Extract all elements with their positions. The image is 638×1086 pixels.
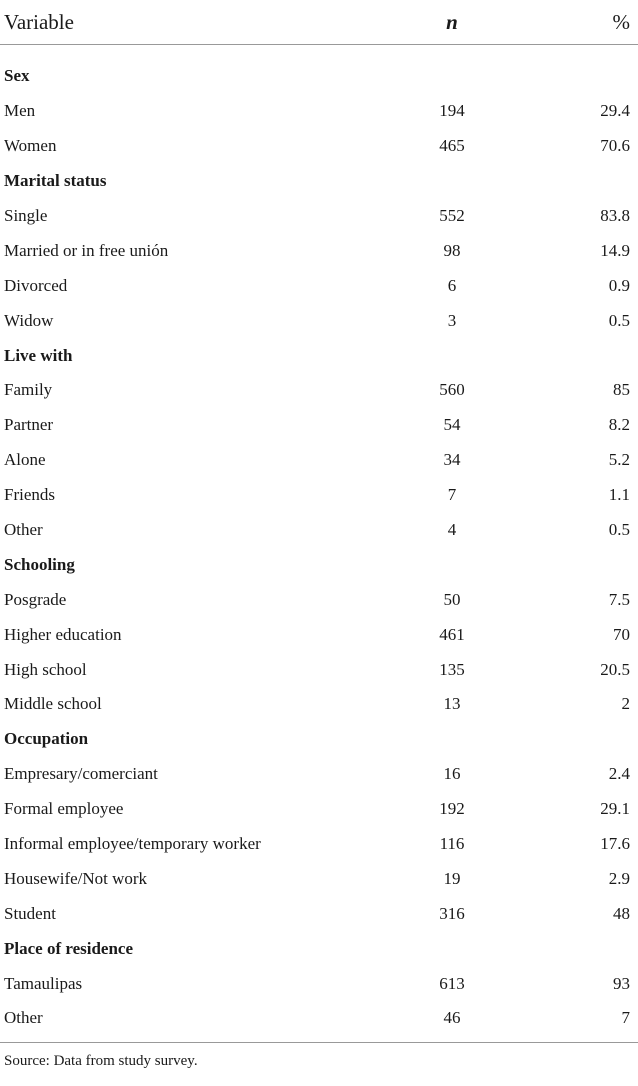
- row-percent: 48: [613, 903, 630, 923]
- table-header: [0, 0, 638, 45]
- row-label: Marital status: [4, 171, 107, 191]
- row-n: 34: [443, 450, 461, 470]
- table-row: [0, 582, 638, 617]
- row-percent: [514, 338, 638, 373]
- table-row: [0, 1001, 638, 1036]
- table-row: [0, 617, 638, 652]
- row-percent: 2.4: [608, 764, 630, 784]
- row-label: Single: [4, 206, 48, 225]
- row-n: 46: [443, 1008, 461, 1028]
- row-label: Partner: [4, 415, 54, 435]
- row-label: Student: [4, 903, 56, 923]
- section-row: [0, 547, 638, 582]
- row-label: Higher education: [4, 624, 122, 644]
- row-label: Tamaulipas: [4, 973, 83, 993]
- table-row: [0, 687, 638, 722]
- table-row: [0, 827, 638, 862]
- row-label: Other: [4, 520, 43, 540]
- row-label: Sex: [4, 66, 30, 86]
- header-n: n: [390, 0, 514, 45]
- row-n: 4: [447, 520, 457, 540]
- row-n: 613: [439, 973, 465, 993]
- row-n: 560: [439, 380, 465, 400]
- row-percent: 0.9: [608, 275, 630, 295]
- row-n: 13: [443, 694, 461, 714]
- row-label: Formal employee: [4, 799, 124, 819]
- row-percent: 7: [621, 1008, 630, 1028]
- row-n: [390, 164, 514, 199]
- table-row: [0, 478, 638, 513]
- row-label: Middle school: [4, 694, 102, 714]
- row-percent: [514, 722, 638, 757]
- row-percent: 29.1: [600, 799, 630, 819]
- table-row: [0, 443, 638, 478]
- section-row: [0, 722, 638, 757]
- row-label: Place of residence: [4, 938, 134, 958]
- row-percent: 8.2: [608, 415, 630, 435]
- row-percent: 1.1: [608, 485, 630, 505]
- row-label: Occupation: [4, 729, 89, 749]
- row-n: 116: [439, 834, 465, 854]
- row-n: 192: [439, 799, 465, 819]
- table-row: [0, 303, 638, 338]
- row-percent: 70.6: [600, 136, 630, 156]
- row-label: Housewife/Not work: [4, 868, 148, 888]
- row-n: 7: [447, 485, 457, 505]
- row-n: 50: [443, 589, 461, 609]
- row-label: Informal employee/temporary worker: [4, 834, 261, 854]
- header-row: [0, 0, 638, 45]
- row-percent: 17.6: [600, 834, 630, 854]
- row-percent: 14.9: [600, 240, 630, 260]
- table-row: [0, 896, 638, 931]
- table-row: [0, 966, 638, 1001]
- section-row: [0, 59, 638, 94]
- table-row: [0, 129, 638, 164]
- row-percent: 2.9: [608, 868, 630, 888]
- row-n: [390, 547, 514, 582]
- row-n: [390, 59, 514, 94]
- table-row: [0, 233, 638, 268]
- row-n: 194: [439, 101, 465, 121]
- header-spacer: [0, 45, 638, 60]
- row-percent: [514, 547, 638, 582]
- row-label: Other: [4, 1008, 43, 1028]
- row-percent: [514, 59, 638, 94]
- row-percent: 0.5: [608, 520, 630, 540]
- row-percent: 7.5: [608, 589, 630, 609]
- row-label: Live with: [4, 345, 73, 365]
- row-label: Schooling: [4, 554, 75, 574]
- row-n: 316: [439, 903, 465, 923]
- row-label: Divorced: [4, 275, 68, 295]
- row-n: 461: [439, 624, 465, 644]
- row-n: [390, 338, 514, 373]
- row-n: 16: [443, 764, 461, 784]
- row-label: Widow: [4, 310, 54, 330]
- table-row: [0, 373, 638, 408]
- table-row: [0, 792, 638, 827]
- section-row: [0, 931, 638, 966]
- row-n: 135: [439, 659, 465, 679]
- row-percent: 29.4: [600, 101, 630, 121]
- row-n: [390, 931, 514, 966]
- row-n: 6: [447, 275, 457, 295]
- row-n: 552: [439, 206, 465, 225]
- row-label: Married or in free unión: [4, 240, 169, 260]
- row-percent: 83.8: [600, 206, 630, 225]
- table-body: [0, 45, 638, 1036]
- row-label: Men: [4, 101, 36, 121]
- table-row: [0, 652, 638, 687]
- row-label: Family: [4, 380, 53, 400]
- row-label: Empresary/comerciant: [4, 764, 158, 784]
- section-row: [0, 164, 638, 199]
- header-percent: %: [514, 0, 638, 45]
- row-n: [390, 722, 514, 757]
- table-row: [0, 199, 638, 234]
- table-row: [0, 268, 638, 303]
- row-percent: 85: [613, 380, 630, 400]
- row-percent: 5.2: [608, 450, 630, 470]
- row-percent: 20.5: [600, 659, 630, 679]
- row-percent: [514, 931, 638, 966]
- row-percent: 2: [621, 694, 630, 714]
- row-label: Alone: [4, 450, 46, 470]
- row-label: High school: [4, 659, 87, 679]
- header-variable: Variable: [0, 0, 390, 45]
- row-n: 3: [447, 310, 457, 330]
- row-n: 465: [439, 136, 465, 156]
- table-row: [0, 861, 638, 896]
- row-n: 54: [443, 415, 461, 435]
- row-percent: 70: [613, 624, 630, 644]
- table-row: [0, 94, 638, 129]
- row-percent: [514, 164, 638, 199]
- row-label: Friends: [4, 485, 55, 505]
- row-label: Posgrade: [4, 589, 67, 609]
- source-note: Source: Data from study survey.: [4, 1052, 198, 1069]
- row-percent: 0.5: [608, 310, 630, 330]
- row-label: Women: [4, 136, 57, 156]
- table-row: [0, 757, 638, 792]
- table-row: [0, 513, 638, 548]
- row-percent: 93: [613, 973, 630, 993]
- section-row: [0, 338, 638, 373]
- row-n: 98: [443, 240, 461, 260]
- row-n: 19: [443, 868, 461, 888]
- table-row: [0, 408, 638, 443]
